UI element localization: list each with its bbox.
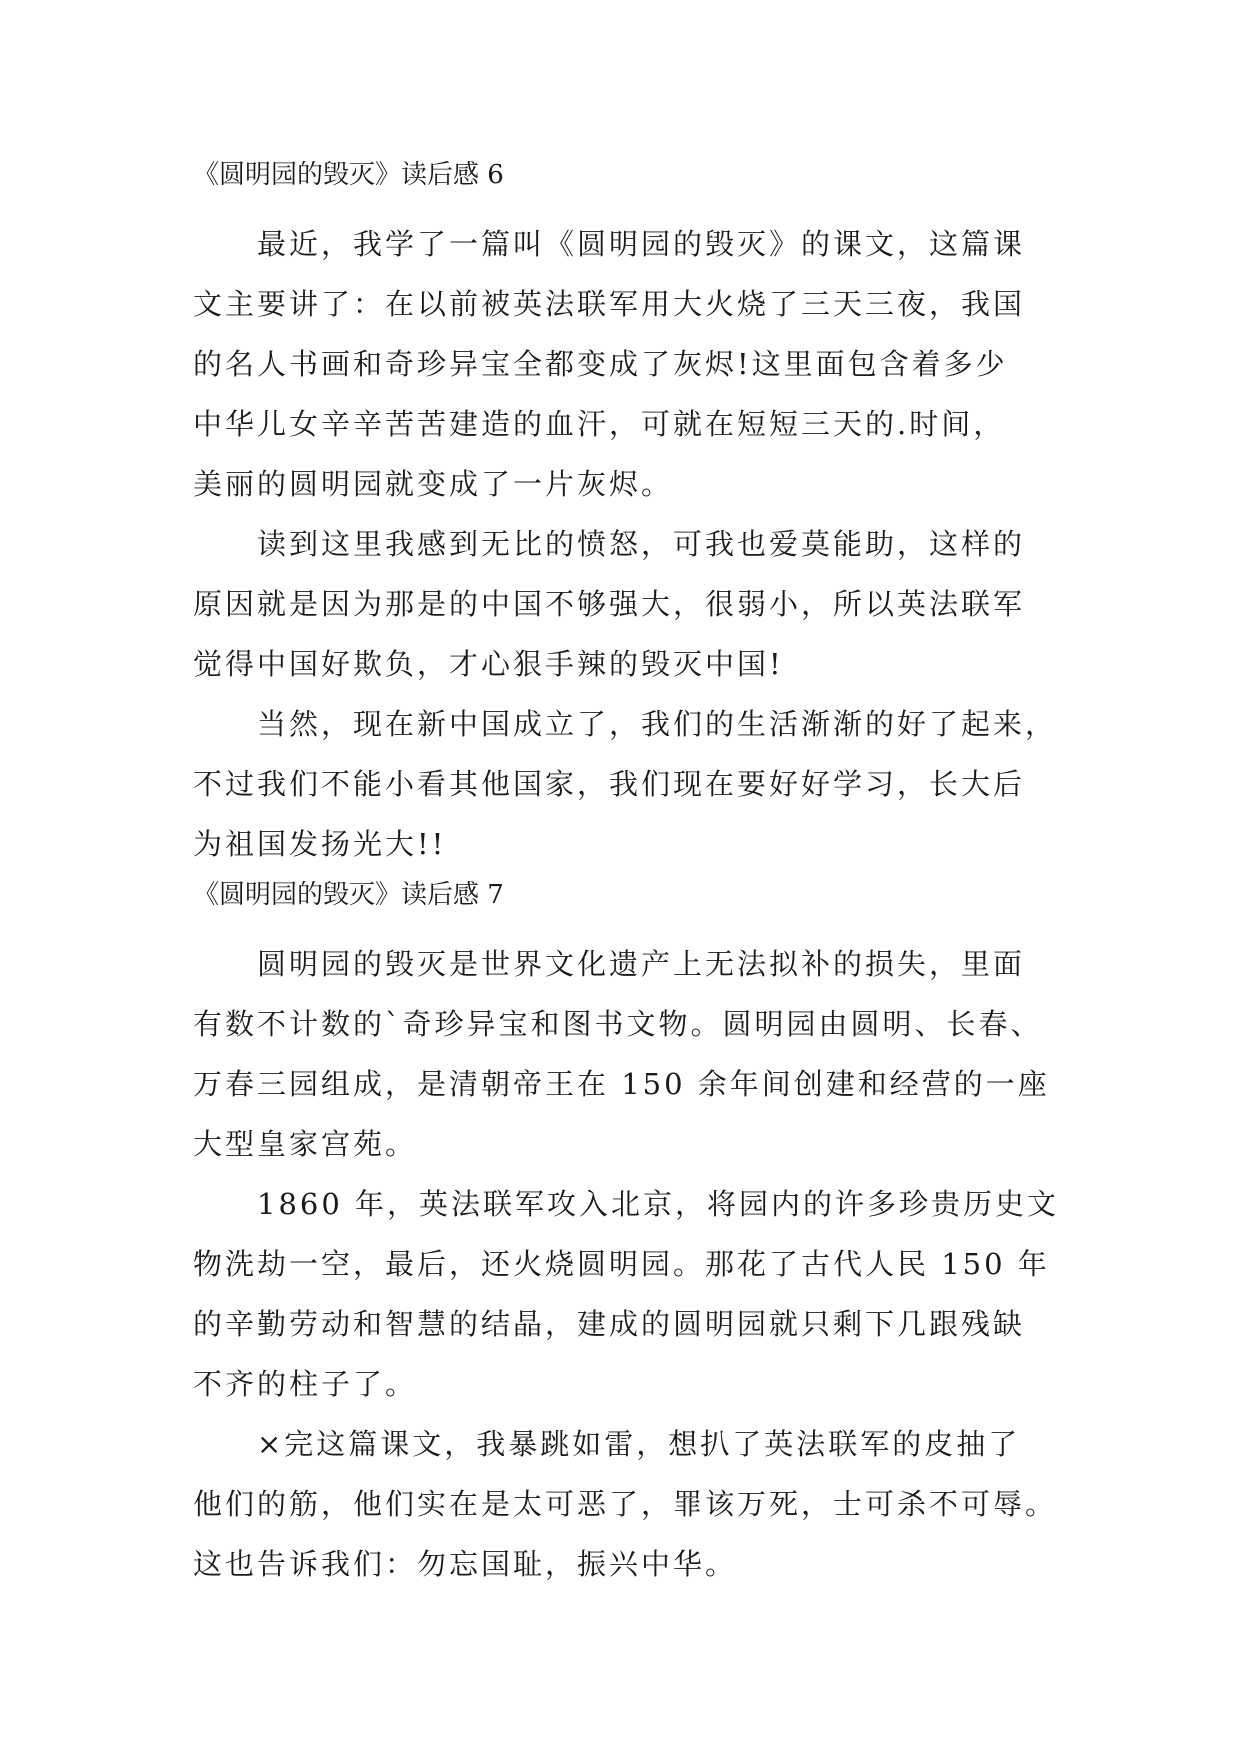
text-line: 中华儿女辛辛苦苦建造的血汗，可就在短短三天的.时间， bbox=[193, 407, 1006, 441]
text-line: 的名人书画和奇珍异宝全都变成了灰烬!这里面包含着多少 bbox=[193, 347, 1008, 381]
text-line: 觉得中国好欺负，才心狠手辣的毁灭中国! bbox=[193, 647, 784, 681]
section-6 bbox=[193, 160, 1058, 874]
text-line: ×完这篇课文，我暴跳如雷，想扒了英法联军的皮抽了 bbox=[257, 1427, 1021, 1461]
text-line: 他们的筋，他们实在是太可恶了，罪该万死，士可杀不可辱。 bbox=[193, 1487, 1058, 1521]
text-line: 文主要讲了：在以前被英法联军用大火烧了三天三夜，我国 bbox=[193, 287, 1026, 321]
paragraph bbox=[193, 1414, 1058, 1594]
document-page bbox=[193, 160, 1060, 1594]
text-line: 不齐的柱子了。 bbox=[193, 1367, 418, 1401]
text-line: 圆明园的毁灭是世界文化遗产上无法拟补的损失，里面 bbox=[257, 947, 1026, 981]
text-line: 最近，我学了一篇叫《圆明园的毁灭》的课文，这篇课 bbox=[257, 227, 1026, 261]
text-line: 原因就是因为那是的中国不够强大，很弱小，所以英法联军 bbox=[193, 587, 1026, 621]
paragraph bbox=[193, 694, 1058, 874]
text-line: 为祖国发扬光大!! bbox=[193, 827, 447, 861]
text-line: 当然，现在新中国成立了，我们的生活渐渐的好了起来， bbox=[257, 707, 1058, 741]
text-line: 大型皇家宫苑。 bbox=[193, 1127, 418, 1161]
text-line: 美丽的圆明园就变成了一片灰烬。 bbox=[193, 467, 674, 501]
paragraph bbox=[193, 214, 1055, 514]
text-line: 物洗劫一空，最后，还火烧圆明园。那花了古代人民 150 年 bbox=[193, 1247, 1050, 1281]
paragraph bbox=[193, 514, 1055, 694]
text-line: 读到这里我感到无比的愤怒，可我也爱莫能助，这样的 bbox=[257, 527, 1026, 561]
paragraph bbox=[193, 1174, 1060, 1414]
text-line: 有数不计数的`奇珍异宝和图书文物。圆明园由圆明、长春、 bbox=[193, 1007, 1043, 1041]
text-line: 这也告诉我们：勿忘国耻，振兴中华。 bbox=[193, 1547, 738, 1581]
paragraph bbox=[193, 934, 1055, 1174]
section-7 bbox=[193, 880, 1060, 1594]
text-line: 1860 年，英法联军攻入北京，将园内的许多珍贵历史文 bbox=[257, 1187, 1060, 1221]
text-line: 万春三园组成，是清朝帝王在 150 余年间创建和经营的一座 bbox=[193, 1067, 1050, 1101]
section-title: 《圆明园的毁灭》读后感 6 bbox=[193, 160, 504, 190]
section-title: 《圆明园的毁灭》读后感 7 bbox=[193, 880, 504, 910]
text-line: 的辛勤劳动和智慧的结晶，建成的圆明园就只剩下几跟残缺 bbox=[193, 1307, 1026, 1341]
text-line: 不过我们不能小看其他国家，我们现在要好好学习，长大后 bbox=[193, 767, 1026, 801]
